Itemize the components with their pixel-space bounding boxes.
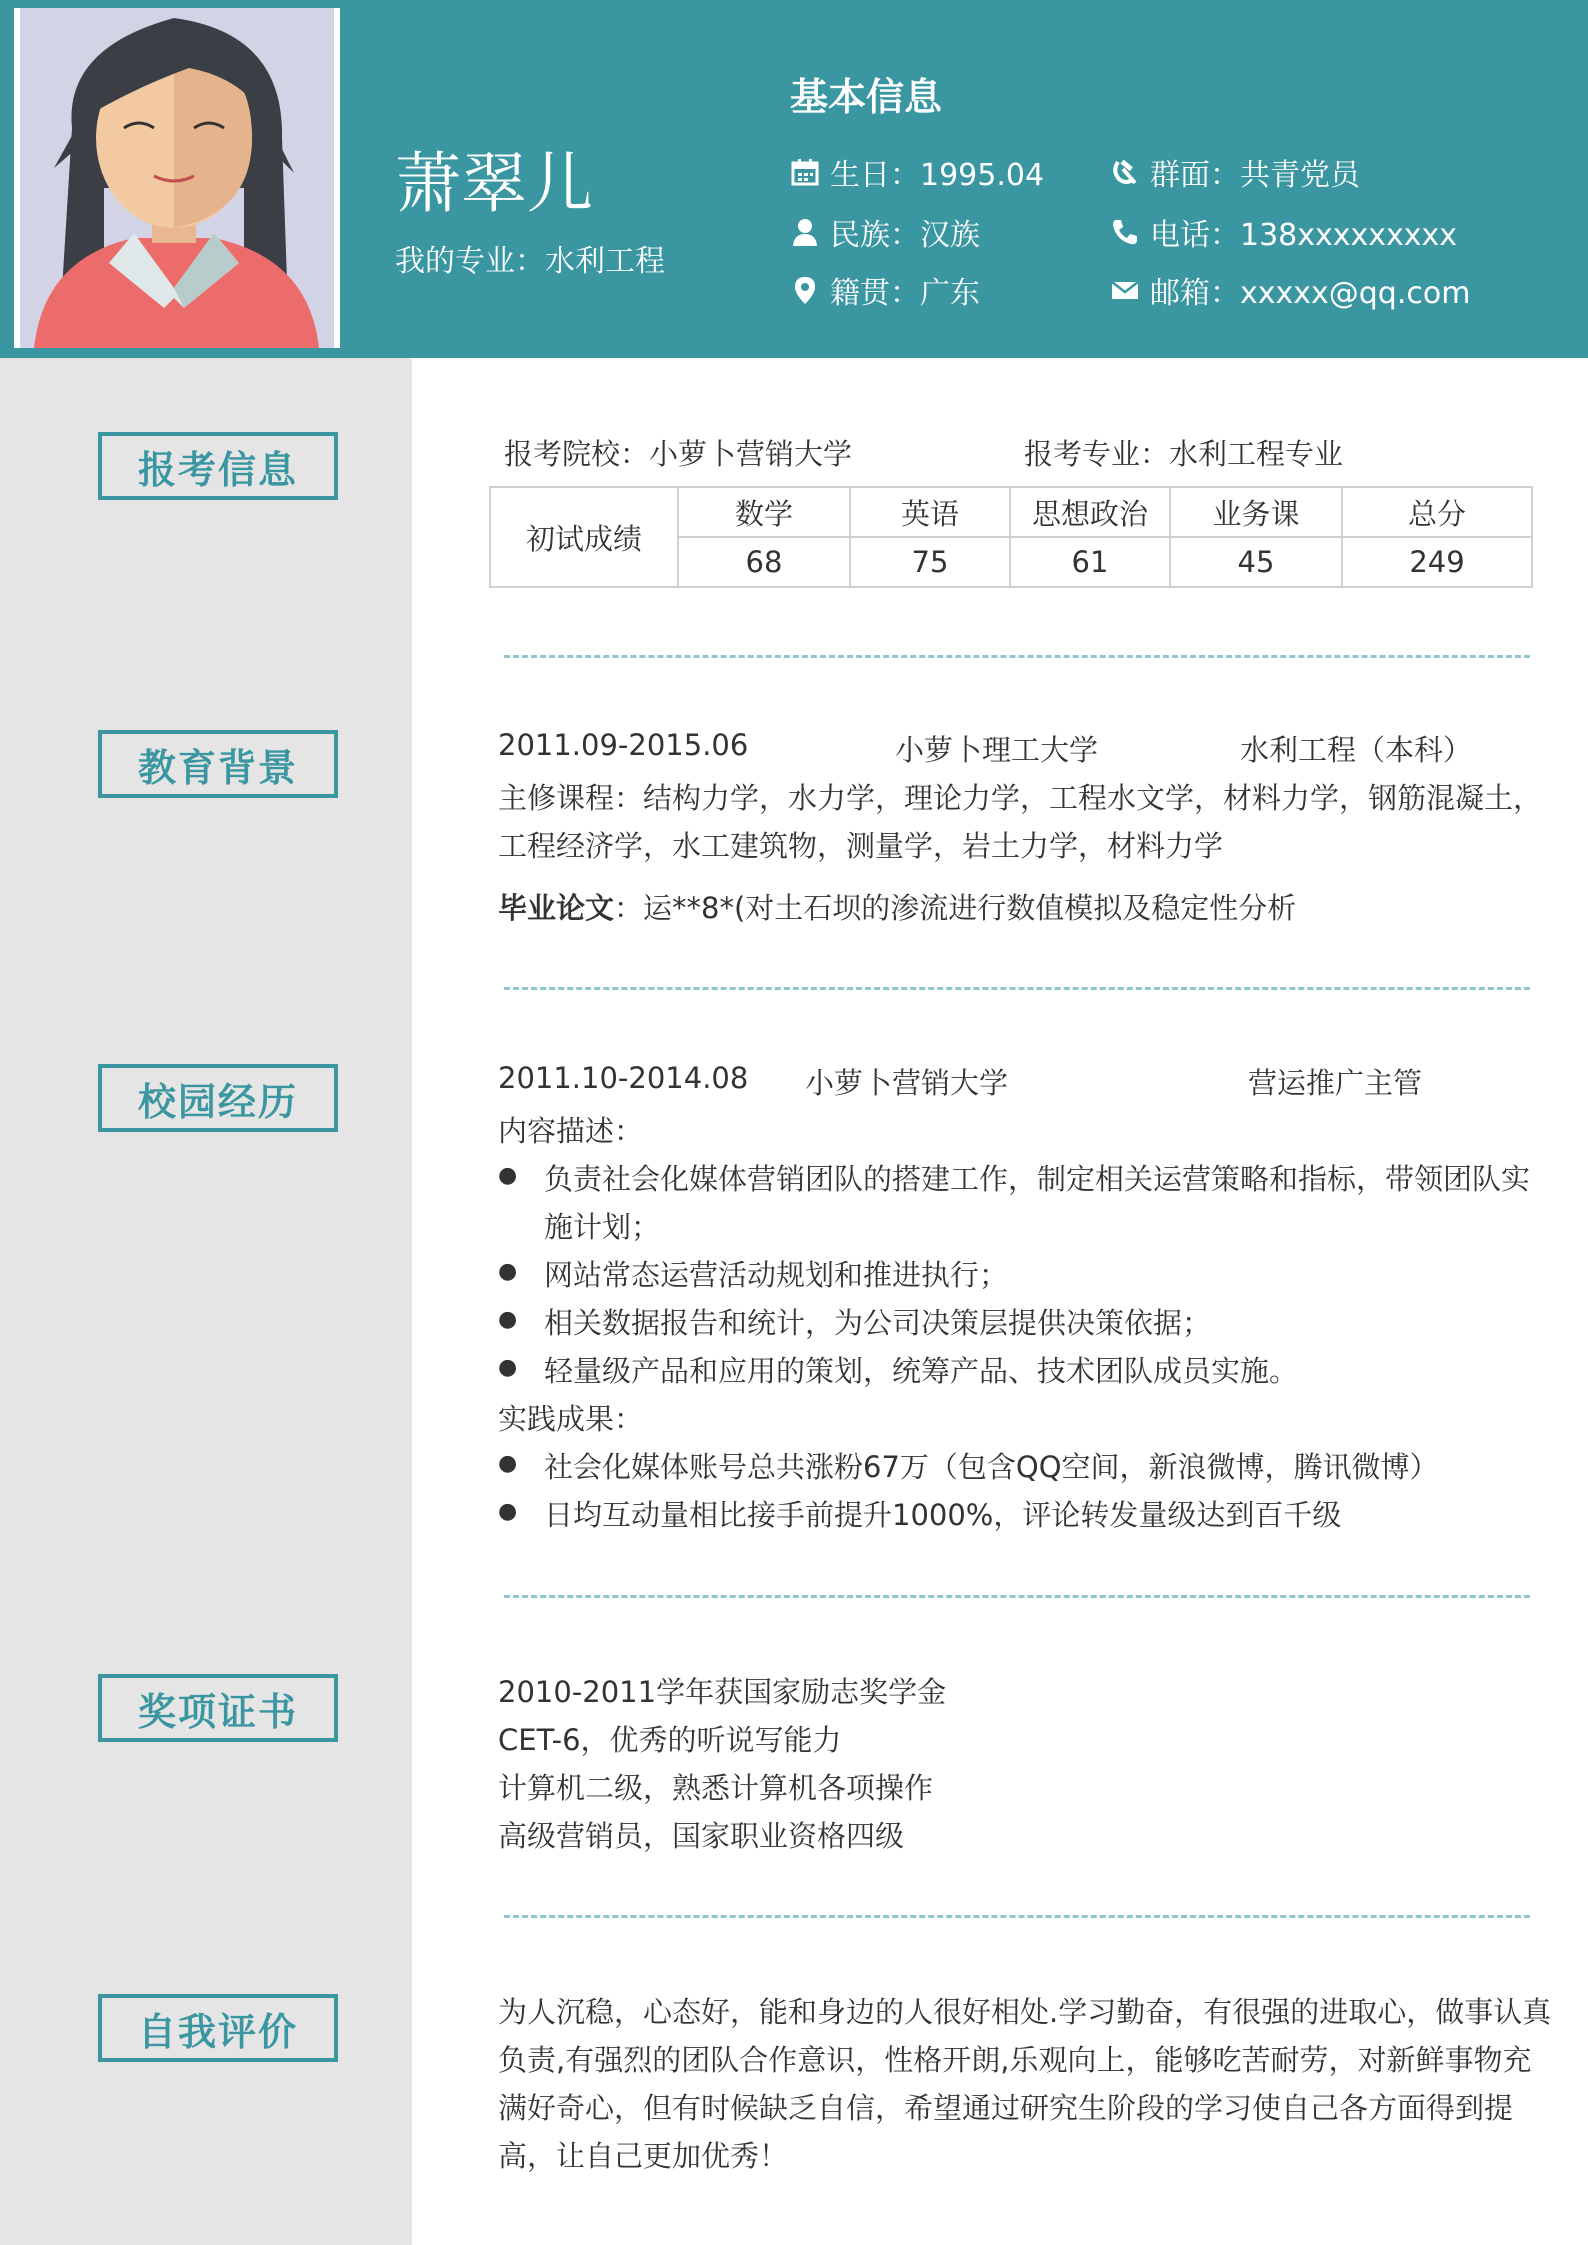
user-icon <box>790 217 820 247</box>
score-header: 数学 <box>678 487 850 537</box>
info-birthday: 生日：1995.04 <box>790 150 1044 194</box>
hammer-sickle-icon <box>1110 157 1140 187</box>
score-header: 业务课 <box>1170 487 1342 537</box>
edu-courses-line2: 工程经济学，水工建筑物，测量学，岩土力学，材料力学 <box>498 829 1224 863</box>
bullet-dot: ● <box>498 1307 518 1332</box>
award-item: 高级营销员，国家职业资格四级 <box>498 1819 905 1853</box>
thesis-text: ：运**8*(对土石坝的渗流进行数值模拟及稳定性分析 <box>614 891 1297 925</box>
score-value: 45 <box>1170 537 1342 587</box>
section-label-education: 教育背景 <box>98 730 338 798</box>
campus-desc-label: 内容描述： <box>498 1114 644 1148</box>
exam-school: 报考院校：小萝卜营销大学 <box>504 437 853 471</box>
section-label-self: 自我评价 <box>98 1994 338 2062</box>
bullet-dot: ● <box>498 1499 518 1524</box>
mail-icon <box>1110 275 1140 305</box>
info-origin: 籍贯：广东 <box>790 268 980 312</box>
score-row-label: 初试成绩 <box>490 487 678 587</box>
score-table <box>489 486 1533 588</box>
campus-org: 小萝卜营销大学 <box>805 1066 1009 1100</box>
bullet-dot: ● <box>498 1259 518 1284</box>
self-eval-line: 高，让自己更加优秀！ <box>498 2139 789 2173</box>
info-email: 邮箱：xxxxx@qq.com <box>1110 268 1470 312</box>
edu-courses-line1: 主修课程：结构力学，水力学，理论力学，工程水文学，材料力学，钢筋混凝土， <box>498 781 1543 815</box>
score-value: 61 <box>1010 537 1170 587</box>
edu-degree: 水利工程（本科） <box>1240 733 1473 767</box>
info-ethnicity: 民族：汉族 <box>790 210 980 254</box>
score-header: 总分 <box>1342 487 1532 537</box>
score-value: 75 <box>850 537 1010 587</box>
basic-info-title: 基本信息 <box>790 75 943 119</box>
list-item: 轻量级产品和应用的策划，统筹产品、技术团队成员实施。 <box>544 1354 1299 1388</box>
thesis-label: 毕业论文 <box>498 891 615 925</box>
edu-thesis <box>498 886 1296 927</box>
list-item: 社会化媒体账号总共涨粉67万（包含QQ空间，新浪微博，腾讯微博） <box>544 1450 1439 1484</box>
divider <box>504 1595 1530 1598</box>
campus-role: 营运推广主管 <box>1248 1066 1423 1100</box>
self-eval-line: 为人沉稳，心态好，能和身边的人很好相处.学习勤奋，有很强的进取心，做事认真 <box>498 1995 1552 2029</box>
edu-school: 小萝卜理工大学 <box>895 733 1099 767</box>
section-label-exam: 报考信息 <box>98 432 338 500</box>
award-item: CET-6，优秀的听说写能力 <box>498 1723 842 1757</box>
info-political: 群面：共青党员 <box>1110 150 1360 194</box>
self-eval-line: 满好奇心，但有时候缺乏自信，希望通过研究生阶段的学习使自己各方面得到提 <box>498 2091 1514 2125</box>
bullet-dot: ● <box>498 1355 518 1380</box>
divider <box>504 987 1530 990</box>
bullet-dot: ● <box>498 1163 518 1188</box>
section-label-awards: 奖项证书 <box>98 1674 338 1742</box>
list-item: 相关数据报告和统计，为公司决策层提供决策依据； <box>544 1306 1212 1340</box>
divider <box>504 655 1530 658</box>
section-label-campus: 校园经历 <box>98 1064 338 1132</box>
bullet-dot: ● <box>498 1451 518 1476</box>
campus-period: 2011.10-2014.08 <box>498 1061 749 1095</box>
info-phone: 电话：138xxxxxxxxx <box>1110 210 1457 254</box>
edu-period: 2011.09-2015.06 <box>498 728 749 762</box>
resume-header <box>0 0 1588 358</box>
calendar-icon <box>790 157 820 187</box>
list-item: 施计划； <box>544 1210 661 1244</box>
score-header: 英语 <box>850 487 1010 537</box>
list-item: 负责社会化媒体营销团队的搭建工作，制定相关运营策略和指标，带领团队实 <box>544 1162 1531 1196</box>
score-value: 68 <box>678 537 850 587</box>
award-item: 计算机二级，熟悉计算机各项操作 <box>498 1771 934 1805</box>
phone-icon <box>1110 217 1140 247</box>
sidebar <box>0 358 412 2245</box>
location-pin-icon <box>790 275 820 305</box>
campus-result-label: 实践成果： <box>498 1402 644 1436</box>
person-major: 我的专业：水利工程 <box>395 244 665 279</box>
score-value: 249 <box>1342 537 1532 587</box>
exam-major: 报考专业：水利工程专业 <box>1024 437 1344 471</box>
award-item: 2010-2011学年获国家励志奖学金 <box>498 1675 947 1709</box>
self-eval-line: 负责,有强烈的团队合作意识，性格开朗,乐观向上，能够吃苦耐劳，对新鲜事物充 <box>498 2043 1532 2077</box>
person-name: 萧翠儿 <box>395 145 593 222</box>
avatar <box>14 8 340 348</box>
list-item: 日均互动量相比接手前提升1000%，评论转发量级达到百千级 <box>544 1498 1342 1532</box>
score-header: 思想政治 <box>1010 487 1170 537</box>
table-row <box>490 487 1532 537</box>
divider <box>504 1915 1530 1918</box>
list-item: 网站常态运营活动规划和推进执行； <box>544 1258 1009 1292</box>
